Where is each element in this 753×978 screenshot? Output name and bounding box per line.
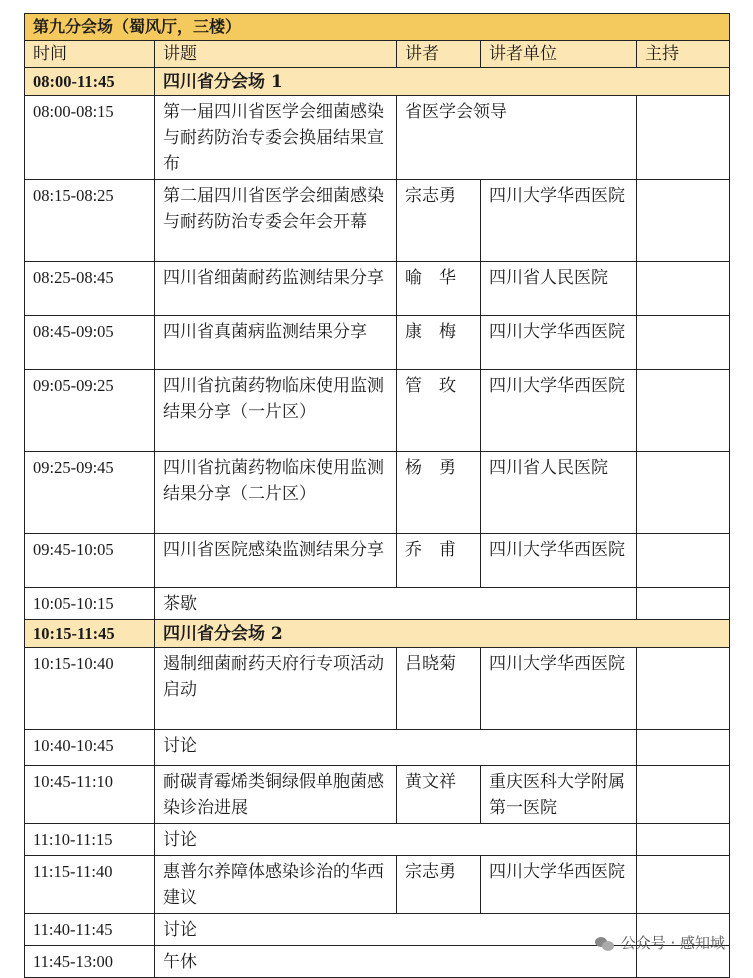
table-row [25, 766, 730, 824]
column-header-time: 时间 [25, 41, 155, 68]
table-row [25, 96, 730, 180]
row-host [637, 452, 730, 534]
section-title: 四川省分会场 1 [155, 68, 730, 96]
table-row [25, 648, 730, 730]
row-unit: 重庆医科大学附属第一医院 [481, 766, 637, 824]
row-host [637, 730, 730, 766]
row-time: 11:15-11:40 [25, 856, 155, 914]
row-host [637, 534, 730, 588]
row-host [637, 648, 730, 730]
row-topic: 耐碳青霉烯类铜绿假单胞菌感染诊治进展 [155, 766, 397, 824]
watermark [595, 932, 725, 953]
row-unit: 四川大学华西医院 [481, 316, 637, 370]
section-header-row [25, 620, 730, 648]
column-header-speaker: 讲者 [397, 41, 481, 68]
row-host [637, 588, 730, 620]
table-row [25, 824, 730, 856]
row-time: 08:00-08:15 [25, 96, 155, 180]
row-host [637, 824, 730, 856]
table-row [25, 588, 730, 620]
column-header-unit: 讲者单位 [481, 41, 637, 68]
row-topic: 四川省医院感染监测结果分享 [155, 534, 397, 588]
row-speaker: 宗志勇 [397, 856, 481, 914]
row-topic: 第一届四川省医学会细菌感染与耐药防治专委会换届结果宣布 [155, 96, 397, 180]
row-host [637, 316, 730, 370]
row-time: 08:25-08:45 [25, 262, 155, 316]
schedule-wrapper [24, 13, 729, 978]
row-topic: 讨论 [155, 914, 637, 946]
row-unit: 四川大学华西医院 [481, 370, 637, 452]
row-host [637, 96, 730, 180]
row-time: 08:45-09:05 [25, 316, 155, 370]
row-time: 10:40-10:45 [25, 730, 155, 766]
column-header-row [25, 41, 730, 68]
venue-title: 第九分会场（蜀风厅，三楼） [25, 14, 730, 41]
row-unit: 四川大学华西医院 [481, 534, 637, 588]
row-topic: 讨论 [155, 730, 637, 766]
row-time: 11:45-13:00 [25, 946, 155, 978]
table-row [25, 730, 730, 766]
watermark-text: 公众号 · 感知域 [620, 934, 725, 952]
row-topic: 四川省真菌病监测结果分享 [155, 316, 397, 370]
row-host [637, 766, 730, 824]
row-time: 11:40-11:45 [25, 914, 155, 946]
row-speaker: 乔 甫 [397, 534, 481, 588]
row-time: 10:15-10:40 [25, 648, 155, 730]
column-header-host: 主持 [637, 41, 730, 68]
table-row [25, 856, 730, 914]
row-speaker: 吕晓菊 [397, 648, 481, 730]
row-unit: 四川大学华西医院 [481, 648, 637, 730]
row-host [637, 180, 730, 262]
row-speaker: 宗志勇 [397, 180, 481, 262]
row-topic: 茶歇 [155, 588, 637, 620]
row-time: 09:45-10:05 [25, 534, 155, 588]
row-host [637, 262, 730, 316]
row-time: 09:25-09:45 [25, 452, 155, 534]
schedule-table [24, 13, 730, 978]
row-topic: 午休 [155, 946, 637, 978]
row-unit: 四川省人民医院 [481, 452, 637, 534]
row-topic: 四川省抗菌药物临床使用监测结果分享（二片区） [155, 452, 397, 534]
row-time: 10:05-10:15 [25, 588, 155, 620]
table-row [25, 262, 730, 316]
row-speaker: 康 梅 [397, 316, 481, 370]
table-row [25, 452, 730, 534]
section-time: 10:15-11:45 [25, 620, 155, 648]
row-time: 08:15-08:25 [25, 180, 155, 262]
table-row [25, 370, 730, 452]
row-time: 10:45-11:10 [25, 766, 155, 824]
row-unit: 四川大学华西医院 [481, 180, 637, 262]
row-unit: 四川省人民医院 [481, 262, 637, 316]
column-header-topic: 讲题 [155, 41, 397, 68]
row-topic: 第二届四川省医学会细菌感染与耐药防治专委会年会开幕 [155, 180, 397, 262]
row-unit: 四川大学华西医院 [481, 856, 637, 914]
row-speaker: 省医学会领导 [397, 96, 637, 180]
row-host [637, 856, 730, 914]
table-row [25, 316, 730, 370]
section-title: 四川省分会场 2 [155, 620, 730, 648]
row-time: 09:05-09:25 [25, 370, 155, 452]
row-topic: 四川省细菌耐药监测结果分享 [155, 262, 397, 316]
row-topic: 四川省抗菌药物临床使用监测结果分享（一片区） [155, 370, 397, 452]
row-speaker: 杨 勇 [397, 452, 481, 534]
row-speaker: 管 玫 [397, 370, 481, 452]
row-topic: 惠普尔养障体感染诊治的华西建议 [155, 856, 397, 914]
row-speaker: 黄文祥 [397, 766, 481, 824]
section-header-row [25, 68, 730, 96]
table-row [25, 534, 730, 588]
row-topic: 讨论 [155, 824, 637, 856]
row-host [637, 370, 730, 452]
venue-title-row [25, 14, 730, 41]
row-topic: 遏制细菌耐药天府行专项活动启动 [155, 648, 397, 730]
section-time: 08:00-11:45 [25, 68, 155, 96]
row-speaker: 喻 华 [397, 262, 481, 316]
table-row [25, 180, 730, 262]
wechat-icon [595, 935, 615, 951]
row-time: 11:10-11:15 [25, 824, 155, 856]
